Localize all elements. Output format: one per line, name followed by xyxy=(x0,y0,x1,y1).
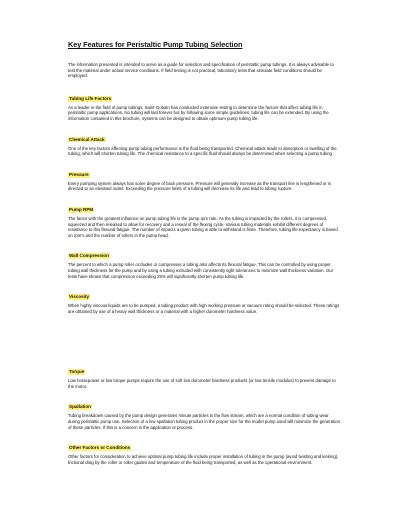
section-text: As a leader in the field of pump tubings, Saint-Gobain has conducted extensive testing to determine the factors that affect tubing life in peristaltic pump applications. No tubing will last forever but by following some simple guidelines, tubing life can be extended. By using the information contained in this brochure, systems can be designed to obtain optimum pump tubing life. xyxy=(68,104,329,121)
section-text: Other factors for consideration to achieve optimal pump tubing life include proper installation of tubing in the pump (avoid twisting and kinking), frictional drag by the roller or roller guides and temperature of the fluid being transported, as well as the operational environment. xyxy=(68,454,339,465)
section-heading: Viscosity xyxy=(69,294,90,300)
section-heading: Pump RPM xyxy=(69,206,94,212)
section-other-factors xyxy=(68,436,341,465)
section-tubing-life-factors xyxy=(68,87,341,122)
section-pump-rpm xyxy=(68,198,341,238)
section-heading: Other Factors or Conditions xyxy=(69,445,131,451)
section-heading: Spallation xyxy=(69,404,91,410)
section-text: One of the key factors affecting pump tubing performance is the fluid being transported. Chemical attack leads to absorption or swelling of the tubing, which will shorten tubing life. The chemical resistance to a specific fluid should always be determined when selecting a pump tubing. xyxy=(68,145,337,157)
section-chemical-attack xyxy=(68,128,341,157)
intro-paragraph: The information presented is intended to serve as a guide for selection and specification of peristaltic pump tubings. It is always advisable to test the material under actual service conditions. If field testing is not practical, laboratory tests that simulate field conditions should be employed. xyxy=(68,62,334,79)
section-torque xyxy=(68,360,341,389)
section-heading: Tubing Life Factors xyxy=(69,95,112,101)
section-spallation xyxy=(68,395,341,430)
section-wall-compression xyxy=(68,244,341,279)
section-viscosity xyxy=(68,285,341,314)
page-title: Key Features for Peristaltic Pump Tubing Selection xyxy=(68,40,243,49)
section-heading: Torque xyxy=(69,369,85,375)
section-heading: Pressure xyxy=(69,171,89,177)
section-text: The percent to which a pump roller occludes or compresses a tubing also affects its flexural fatigue. This can be controlled by using proper tubing wall thickness for the pump and by using a tubing extruded with consistently tight tolerances to minimize wall thickness variation. Our tests have shown that compression exceeding 25% will significantly shorten pump tubing life. xyxy=(68,262,334,279)
section-text: Tubing breakdown caused by the pump design generates minute particles in the flow stream, which are a normal condition of tubing wear during peristaltic pump use. Selection of a low spallation tubing product in the proper size for the model pump used will minimize the generation of these particles. If this is a concern in the application or process. xyxy=(68,413,341,430)
section-heading: Chemical Attack xyxy=(69,136,105,142)
section-text: When highly viscous liquids are to be pumped, a tubing product with high working pressure or vacuum rating should be selected. These ratings are obtained by use of a heavy wall thickness or a material with a higher durometer hardness value. xyxy=(68,303,340,314)
section-text: Low horsepower or low torque pumps require the use of soft low durometer hardness products (or low tensile modulus) to prevent damage to the motor. xyxy=(68,378,336,389)
blank-space xyxy=(68,320,341,360)
section-text: The factor with the greatest influence on pump tubing life is the pump rpm rate. As the tubing is impacted by the rollers, it is compressed, squeezed and then released to allow for recovery and a reseal of the flexing cycle. Various tubing materials exhibit different degrees of resistance to this flexural fatigue. The number of impacts a given tubing is able to withstand is finite. Therefore, tubing life expectancy is based on rpm's and the number of rollers in the pump head. xyxy=(68,215,338,238)
section-heading: Wall Compression xyxy=(69,253,109,259)
section-text: Every pumping system always has some degree of back pressure. Pressure will generally increase as the transport line is lengthened or is directed to an elevated outlet. Exceeding the pressure limits of a tubing will decrease its life and lead to tubing rupture. xyxy=(68,180,331,192)
section-pressure xyxy=(68,163,341,192)
